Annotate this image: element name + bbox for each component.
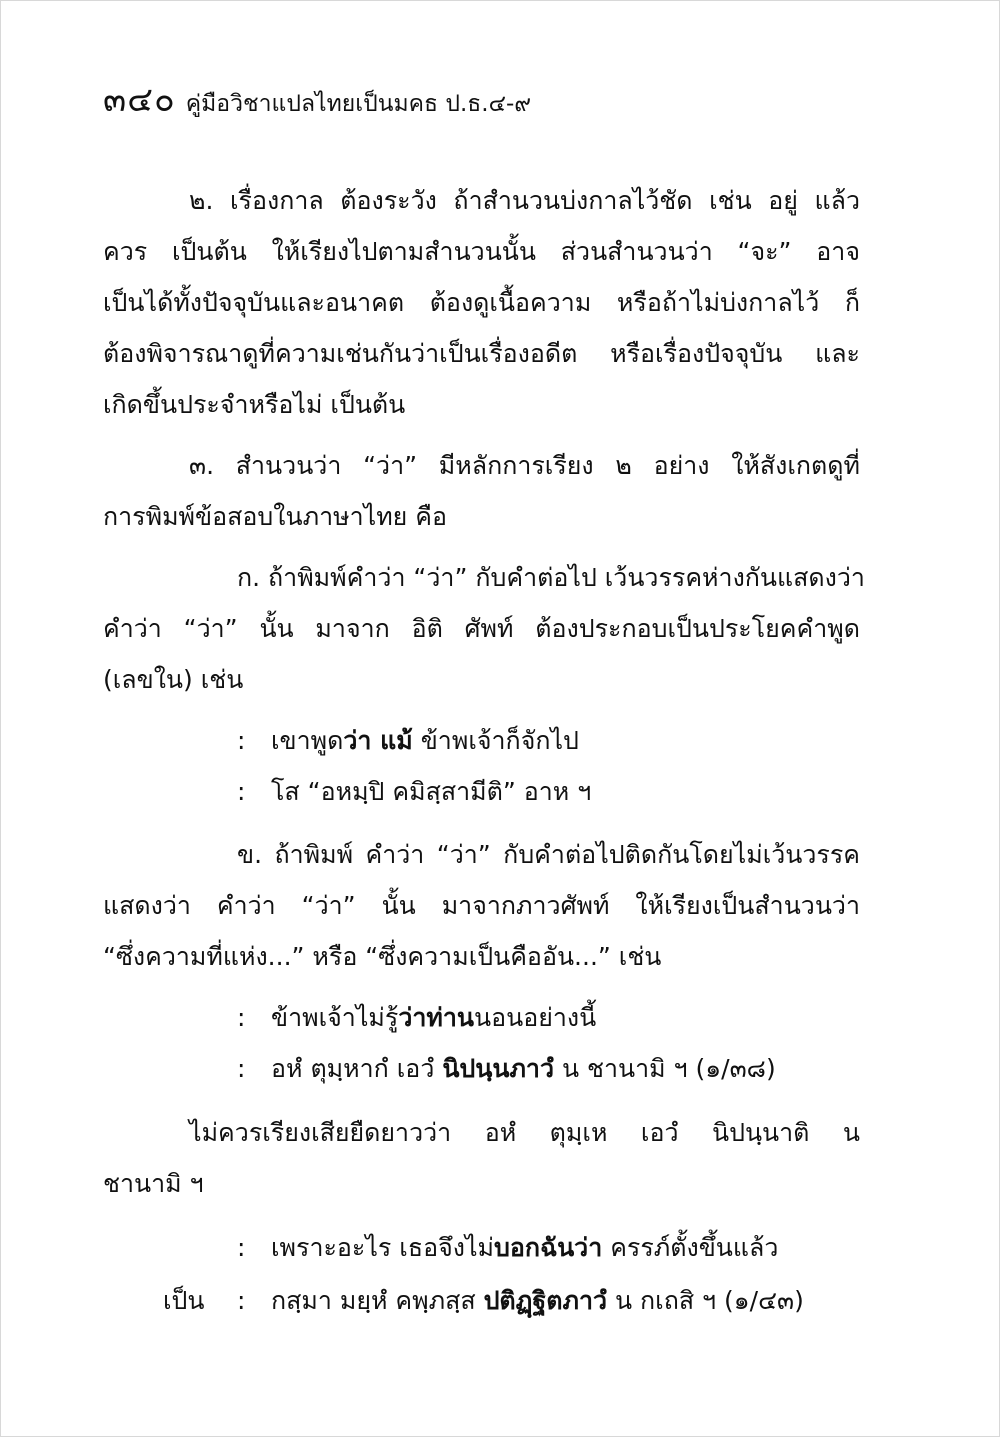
example-colon: : [237, 1233, 246, 1262]
example-colon: : [237, 1054, 246, 1083]
example-text: น กเถสิ ฯ (๑/๔๓) [607, 1286, 804, 1315]
example-line [237, 1225, 877, 1271]
note-line: ชานามิ ฯ [103, 1169, 204, 1198]
example-text: ครรภ์ตั้งขึ้นแล้ว [602, 1233, 779, 1262]
paragraph2-line: เกิดขึ้นประจำหรือไม่ เป็นต้น [103, 390, 406, 419]
paragraph2-line: ต้องพิจารณาดูที่ความเช่นกันว่าเป็นเรื่องอดีต หรือเรื่องปัจจุบัน และ [103, 339, 860, 368]
item-kha-line: ข. ถ้าพิมพ์ คำว่า “ว่า” กับคำต่อไปติดกันโดยไม่เว้นวรรค [237, 840, 860, 869]
example-text: โส “อหมฺปิ คมิสฺสามีติ” อาห ฯ [271, 777, 592, 806]
paragraph3-line: ๓. สำนวนว่า “ว่า” มีหลักการเรียง ๒ อย่าง ให้สังเกตดูที่ [189, 451, 860, 480]
example-bold-text: ว่า แม้ [343, 726, 413, 755]
example-line [163, 1278, 877, 1324]
item-ka-line: (เลขใน) เช่น [103, 665, 244, 694]
example-text: กสฺมา มยฺหํ คพฺภสฺส [271, 1286, 484, 1315]
example-text: ข้าพเจ้าไม่รู้ [271, 1003, 399, 1032]
item-ka-line: คำว่า “ว่า” นั้น มาจาก อิติ ศัพท์ ต้องประกอบเป็นประโยคคำพูด [103, 614, 860, 643]
page-header [103, 72, 531, 122]
example-line [237, 718, 877, 764]
example-bold-text: ปติฏฺฐิตภาวํ [483, 1286, 608, 1315]
page-number: ๓๔๐ [103, 80, 176, 120]
example-colon: : [237, 777, 246, 806]
example-text: เพราะอะไร เธอจึงไม่ [271, 1233, 495, 1262]
example-line [237, 995, 877, 1041]
item-kha-line: แสดงว่า คำว่า “ว่า” นั้น มาจากภาวศัพท์ ให้เรียงเป็นสำนวนว่า [103, 891, 860, 920]
example-text: น ชานามิ ฯ (๑/๓๘) [554, 1054, 776, 1083]
example-text: เขาพูด [271, 726, 344, 755]
paragraph3-line: การพิมพ์ข้อสอบในภาษาไทย คือ [103, 502, 448, 531]
example-lead-word: เป็น [163, 1286, 205, 1315]
item-ka-line: ก. ถ้าพิมพ์คำว่า “ว่า” กับคำต่อไป เว้นวรรคห่างกันแสดงว่า [237, 563, 865, 592]
example-line [237, 1046, 877, 1092]
example-bold-text: บอกฉันว่า [494, 1233, 603, 1262]
example-colon: : [237, 1003, 246, 1032]
paragraph2-line: ควร เป็นต้น ให้เรียงไปตามสำนวนนั้น ส่วนสำนวนว่า “จะ” อาจ [103, 237, 860, 266]
example-text: อหํ ตุมฺหากํ เอวํ [271, 1054, 443, 1083]
example-colon: : [237, 726, 246, 755]
item-kha-line: “ซึ่งความที่แห่ง...” หรือ “ซึ่งความเป็นคืออัน...” เช่น [103, 942, 662, 971]
example-bold-text: ว่าท่าน [398, 1003, 475, 1032]
example-colon: : [237, 1286, 246, 1315]
example-text: ข้าพเจ้าก็จักไป [412, 726, 579, 755]
paragraph2-line: ๒. เรื่องกาล ต้องระวัง ถ้าสำนวนบ่งกาลไว้ชัด เช่น อยู่ แล้ว [189, 186, 860, 215]
book-title: คู่มือวิชาแปลไทยเป็นมคธ ป.ธ.๔-๙ [185, 91, 532, 117]
paragraph2-line: เป็นได้ทั้งปัจจุบันและอนาคต ต้องดูเนื้อความ หรือถ้าไม่บ่งกาลไว้ ก็ [103, 288, 860, 317]
example-text: นอนอย่างนี้ [474, 1003, 597, 1032]
example-line [237, 769, 877, 815]
note-line: ไม่ควรเรียงเสียยืดยาวว่า อหํ ตุมฺเห เอวํ นิปนฺนาติ น [189, 1118, 860, 1147]
example-bold-text: นิปนฺนภาวํ [442, 1054, 555, 1083]
